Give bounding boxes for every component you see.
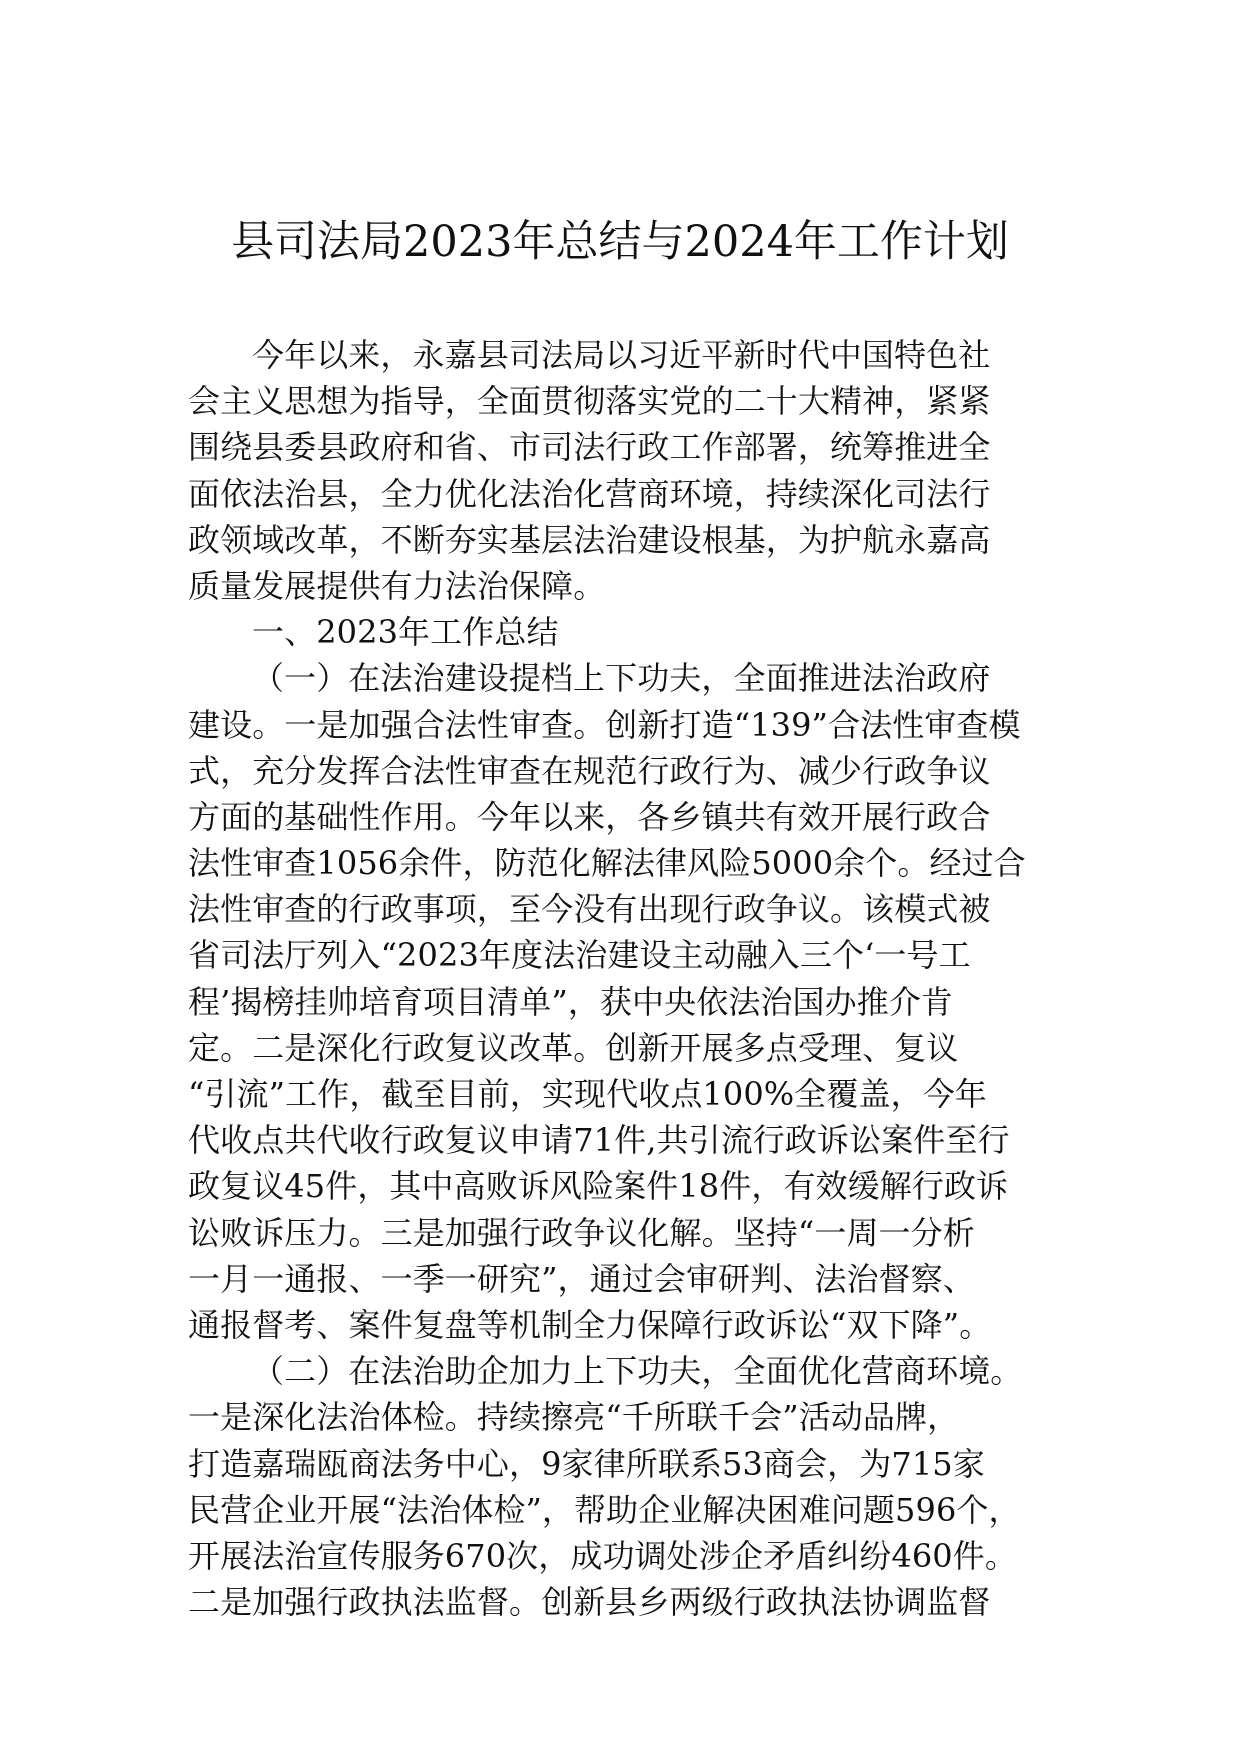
paragraph-line: 建设。一是加强合法性审查。创新打造“139”合法性审查模 [188, 705, 1021, 744]
paragraph-line: 法性审查1056余件，防范化解法律风险5000余个。经过合 [188, 844, 1026, 883]
paragraph-line: 一是深化法治体检。持续擦亮“千所联千会”活动品牌， [188, 1398, 960, 1437]
paragraph-line: 式，充分发挥合法性审查在规范行政行为、减少行政争议 [188, 751, 991, 790]
paragraph-line: 代收点共代收行政复议申请71件,共引流行政诉讼案件至行 [188, 1121, 1010, 1160]
paragraph-line: 民营企业开展“法治体检”，帮助企业解决困难问题596个， [188, 1490, 1021, 1529]
paragraph-line: 省司法厅列入“2023年度法治建设主动融入三个‘一号工 [188, 936, 971, 975]
paragraph-line: 开展法治宣传服务670次，成功调处涉企矛盾纠纷460件。 [188, 1536, 1017, 1575]
paragraph-line: “引流”工作，截至目前，实现代收点100%全覆盖，今年 [188, 1075, 987, 1113]
paragraph-line: 讼败诉压力。三是加强行政争议化解。坚持“一周一分析 [188, 1213, 975, 1252]
subsection-heading-line: （二）在法治助企加力上下功夫，全面优化营商环境。 [252, 1352, 1023, 1391]
paragraph-line: 质量发展提供有力法治保障。 [188, 566, 606, 605]
paragraph-line: 方面的基础性作用。今年以来，各乡镇共有效开展行政合 [188, 797, 991, 836]
document-title: 县司法局2023年总结与2024年工作计划 [231, 217, 1009, 267]
section-heading: 一、2023年工作总结 [252, 613, 559, 652]
paragraph-line: 会主义思想为指导，全面贯彻落实党的二十大精神，紧紧 [188, 382, 991, 421]
paragraph-line: 面依法治县，全力优化法治化营商环境，持续深化司法行 [188, 474, 991, 513]
paragraph-line: 二是加强行政执法监督。创新县乡两级行政执法协调监督 [188, 1583, 991, 1622]
paragraph-line: 政复议45件，其中高败诉风险案件18件，有效缓解行政诉 [188, 1167, 1009, 1206]
paragraph-line: 通报督考、案件复盘等机制全力保障行政诉讼“双下降”。 [188, 1305, 992, 1344]
paragraph-line: 今年以来，永嘉县司法局以习近平新时代中国特色社 [252, 336, 991, 374]
paragraph-line: 打造嘉瑞瓯商法务中心，9家律所联系53商会，为715家 [188, 1444, 985, 1483]
paragraph-line: 围绕县委县政府和省、市司法行政工作部署，统筹推进全 [188, 428, 991, 467]
paragraph-line: 政领域改革，不断夯实基层法治建设根基，为护航永嘉高 [188, 520, 991, 559]
subsection-heading-line: （一）在法治建设提档上下功夫，全面推进法治政府 [252, 659, 991, 698]
paragraph-line: 一月一通报、一季一研究”，通过会审研判、法治督察、 [188, 1259, 975, 1298]
document-body [188, 332, 1088, 1625]
paragraph-line: 定。二是深化行政复议改革。创新开展多点受理、复议 [188, 1028, 959, 1067]
paragraph-line: 程’揭榜挂帅培育项目清单”，获中央依法治国办推介肯 [188, 982, 954, 1021]
paragraph-line: 法性审查的行政事项，至今没有出现行政争议。该模式被 [188, 890, 991, 929]
